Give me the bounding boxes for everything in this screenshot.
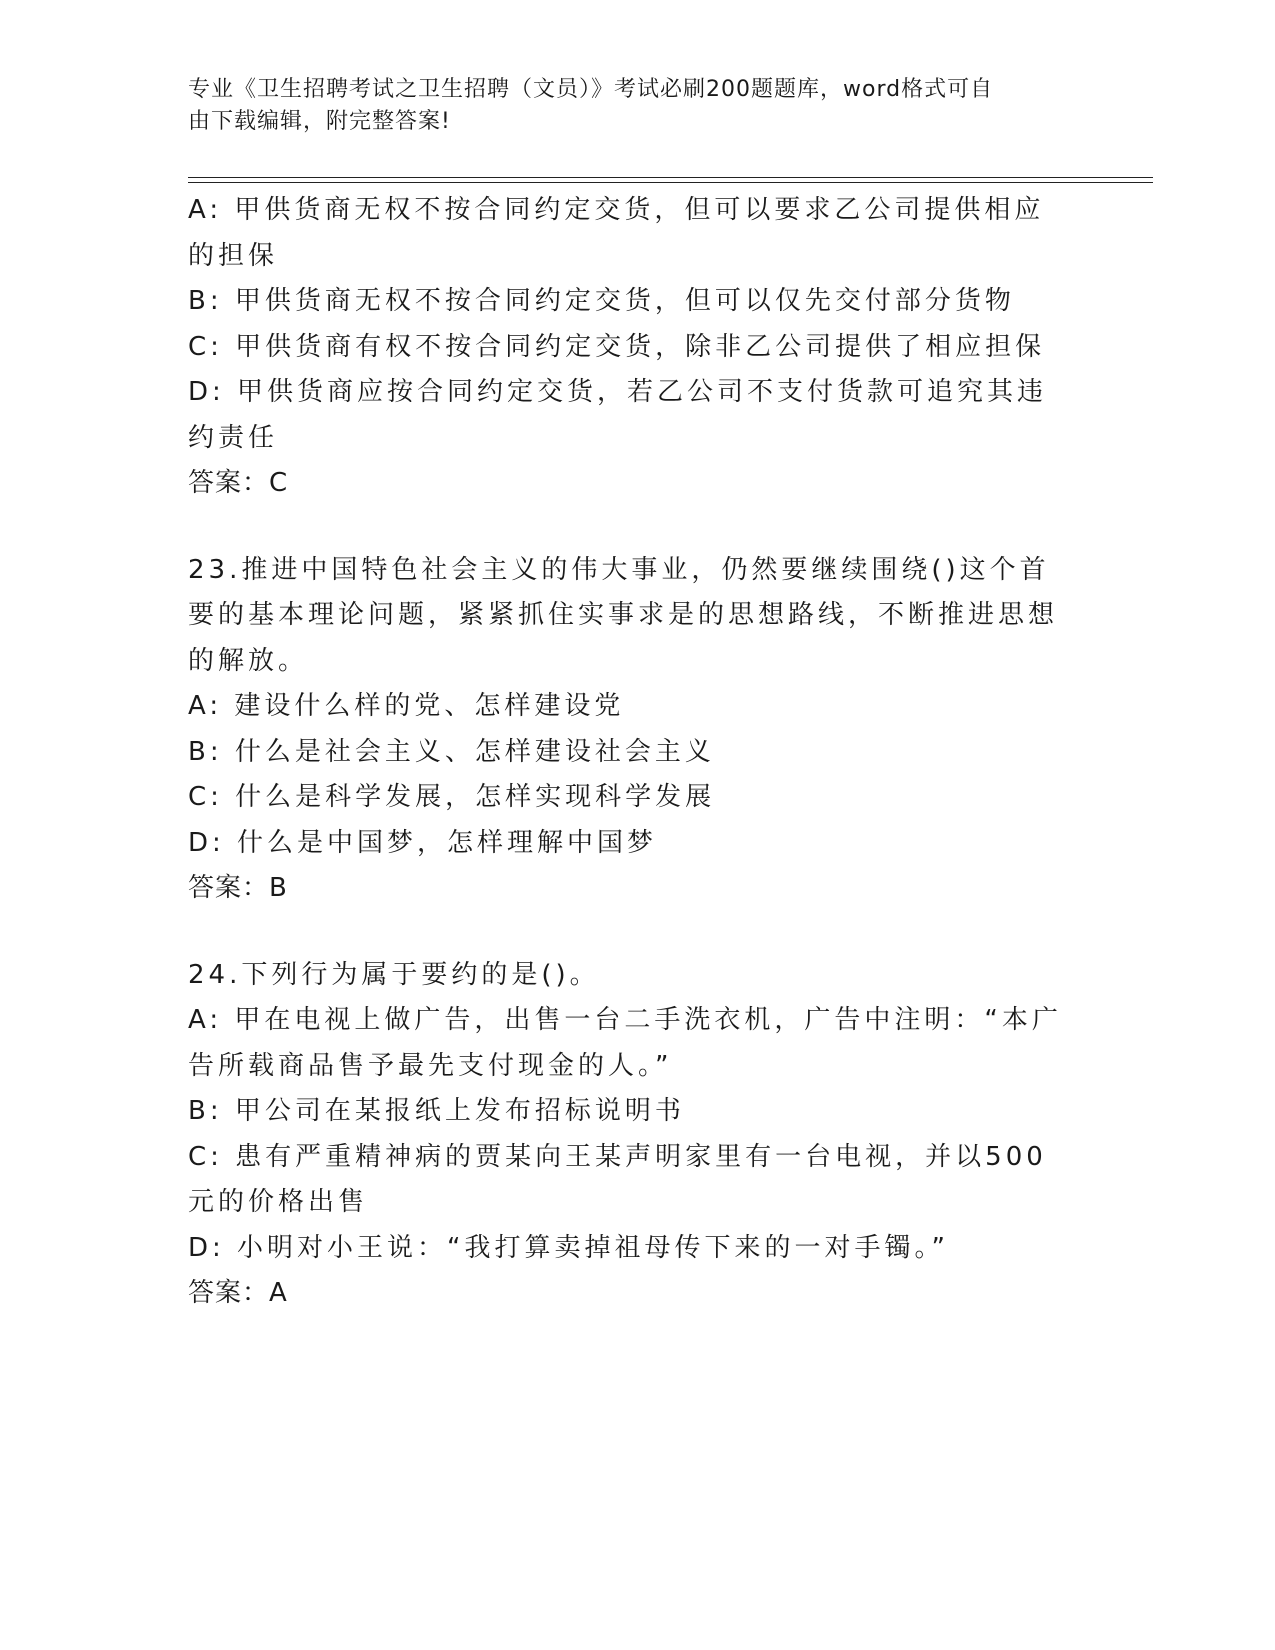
header-divider-bottom xyxy=(188,182,1153,183)
option-a: A: 甲在电视上做广告，出售一台二手洗衣机，广告中注明：“本广告所载商品售予最先支付现金的人。” xyxy=(188,1005,1062,1081)
page-header xyxy=(188,74,1068,138)
option-b: B: 什么是社会主义、怎样建设社会主义 xyxy=(188,736,715,767)
option-b: B: 甲公司在某报纸上发布招标说明书 xyxy=(188,1096,685,1126)
option-a: A: 甲供货商无权不按合同约定交货，但可以要求乙公司提供相应的担保 xyxy=(188,195,1045,271)
answer: 答案：B xyxy=(188,873,288,903)
question-23 xyxy=(188,548,1068,912)
option-d: D: 什么是中国梦，怎样理解中国梦 xyxy=(188,827,658,858)
option-d: D: 小明对小王说：“我打算卖掉祖母传下来的一对手镯。” xyxy=(188,1232,949,1263)
answer: 答案：A xyxy=(188,1278,288,1308)
answer: 答案：C xyxy=(188,468,289,498)
option-d: D: 甲供货商应按合同约定交货，若乙公司不支付货款可追究其违约责任 xyxy=(188,377,1048,453)
question-stem: 23.推进中国特色社会主义的伟大事业，仍然要继续围绕()这个首要的基本理论问题，紧紧抓住实事求是的思想路线，不断推进思想的解放。 xyxy=(188,554,1059,676)
question-content xyxy=(188,188,1068,1317)
option-c: C: 什么是科学发展，怎样实现科学发展 xyxy=(188,782,716,812)
header-line-1: 专业《卫生招聘考试之卫生招聘（文员）》考试必刷200题题库，word格式可自 xyxy=(188,77,994,102)
header-divider-top xyxy=(188,177,1153,178)
question-24 xyxy=(188,953,1068,1317)
option-a: A: 建设什么样的党、怎样建设党 xyxy=(188,691,625,721)
question-22 xyxy=(188,188,1068,507)
option-b: B: 甲供货商无权不按合同约定交货，但可以仅先交付部分货物 xyxy=(188,286,1015,316)
question-stem: 24.下列行为属于要约的是()。 xyxy=(188,959,600,990)
option-c: C: 患有严重精神病的贾某向王某声明家里有一台电视，并以500元的价格出售 xyxy=(188,1141,1047,1217)
option-c: C: 甲供货商有权不按合同约定交货，除非乙公司提供了相应担保 xyxy=(188,331,1046,362)
header-line-2: 由下载编辑，附完整答案! xyxy=(188,109,451,134)
